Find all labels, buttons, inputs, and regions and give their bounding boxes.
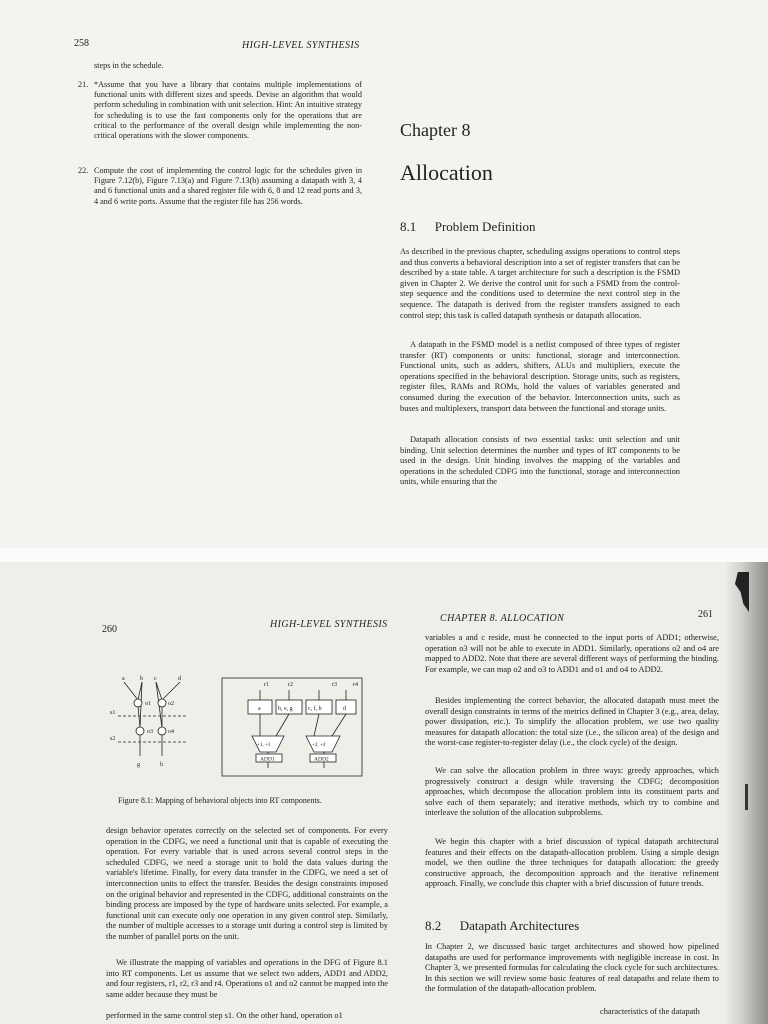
dfg-op-node [158, 699, 166, 707]
carryover-line: steps in the schedule. [94, 61, 164, 70]
section-8-1-heading [400, 219, 536, 235]
section-title: Datapath Architectures [459, 918, 580, 933]
running-head-260: HIGH-LEVEL SYNTHESIS [270, 619, 388, 630]
dfg-op-node [134, 699, 142, 707]
rt-adder-ops: +2, +4 [312, 743, 326, 748]
rt-bus-label: r1 [264, 682, 269, 688]
dfg-op-node [158, 727, 166, 735]
dfg-op-label: o1 [145, 701, 151, 707]
rt-register-label: c, f, h [308, 706, 322, 712]
margin-tick [745, 784, 748, 810]
rt-unit-label: ADD1 [260, 756, 275, 763]
dfg-output-label: h [160, 762, 163, 768]
page-gap [0, 548, 768, 562]
chapter8-para-3: Datapath allocation consists of two essential tasks: unit selection and unit binding. Unit selection determines the number and types of RT components to be used in the design. Unit binding involves the mapping of the variables and operations in the scheduled CDFG into the functional, storage and interconnection units, while ensuring that the [400, 435, 680, 487]
rt-register-label: b, e, g [278, 706, 293, 712]
dfg-input-label: a [122, 676, 125, 682]
running-head-left: HIGH-LEVEL SYNTHESIS [242, 40, 360, 51]
figure-8-1 [110, 672, 370, 784]
page260-para-2: We illustrate the mapping of variables and operations in the DFG of Figure 8.1 into RT components. Let us assume that we select two adders, ADD1 and ADD2, and four registers, r1, r2, r3 and r4. Operations o1 and o2 cannot be mapped into the same adder because they must be [106, 958, 388, 999]
page261-para-4: In Chapter 2, we discussed basic target architectures and showed how pipelined datapaths are used for performance improvements with negligible increase in cost. In Chapter 3, we presented formulas for calculating the clock cycle for such architectures. In this section we will review some basic features of real datapaths and relate them to the formulation of the datapath-allocation problem. [425, 942, 719, 994]
dfg-op-node [136, 727, 144, 735]
dfg-input-label: c [154, 676, 157, 682]
dfg-step-label: s1 [110, 710, 116, 716]
page261-para-0: variables a and c reside, must be connected to the input ports of ADD1; otherwise, operation o3 will not be able to execute in ADD1. Similarly, operations o2 and o4 are mapped to ADD2. Note that there are several different ways of performing the binding. For example, we can map o2 and o3 to ADD1 and o1 and o4 to ADD2. [425, 633, 719, 674]
dfg-op-label: o4 [168, 729, 174, 735]
page-number-260: 260 [102, 624, 117, 635]
rt-register [336, 700, 356, 714]
rt-bus-label: r3 [332, 682, 337, 688]
page-number-261: 261 [698, 609, 713, 620]
dfg-output-label: g [137, 762, 140, 768]
page261-para-3: We begin this chapter with a brief discussion of typical datapath architectural features and their effects on the datapath-allocation problem. Using a simple design model, we then outline the three techniques for datapath allocation: the greedy constructive approach, the decomposition approach and the iterative refinement approach. Finally, we conclude this chapter with a brief discussion of future trends. [425, 837, 719, 889]
section-title: Problem Definition [434, 219, 536, 234]
exercise-21-number: 21. [78, 80, 89, 89]
dfg-input-label: b [140, 676, 143, 682]
rt-bus-label: r4 [353, 682, 358, 688]
exercise-21-text: *Assume that you have a library that contains multiple implementations of functional units with different sizes and speeds. Devise an algorithm that would perform scheduling in combination with unit selection. Hint: An intuitive strategy for scheduling is to use the fast components only for the operations that are critical to the performance of the overall design while implementing the non-critical operations with the slower components. [94, 80, 362, 141]
rt-register-label: a [258, 706, 261, 712]
section-8-2-heading [425, 918, 579, 934]
dfg-input-label: d [178, 676, 181, 682]
dfg-op-label: o3 [147, 729, 153, 735]
exercise-22-text: Compute the cost of implementing the control logic for the schedules given in Figure 7.12(b), Figure 7.13(a) and Figure 7.13(b) assuming a datapath with 3, 4 and 6 functional units and a shared register file with 6, 8 and 12 read ports and 3, 4 and 6 write ports. Assume that the register file has 256 words. [94, 166, 362, 206]
rt-bus-label: r2 [288, 682, 293, 688]
page261-cut-line: characteristics of the datapath [600, 1007, 700, 1016]
bottom-page-spread [0, 562, 768, 1024]
rt-register-label: d [343, 706, 346, 712]
rt-adder-ops: +1, +3 [257, 743, 271, 748]
chapter-label: Chapter 8 [400, 120, 471, 140]
page260-cut-line: performed in the same control step s1. On the other hand, operation o1 [106, 1011, 343, 1020]
exercise-22-number: 22. [78, 166, 89, 175]
section-number: 8.1 [400, 219, 417, 234]
figure-8-1-caption: Figure 8.1: Mapping of behavioral objects into RT components. [118, 796, 322, 805]
chapter8-para-2: A datapath in the FSMD model is a netlist composed of three types of register transfer (RT) components or units: functional, storage and interconnection. Functional units, such as adders, shifters, ALUs and multipliers, execute the operations specified in the behavioral description. Storage units, such as registers, register files, RAMs and ROMs, hold the values of variables generated and consumed during the execution of the behavior. Interconnection units, such as buses and multiplexers, transport data between the functional and storage units. [400, 340, 680, 413]
page261-para-2: We can solve the allocation problem in three ways: greedy approaches, which progressively construct a design while traversing the CDFG; decomposition approaches, which decompose the allocation problem into its constituent parts and solve each of them separately; and iterative methods, which try to combine and interleave the solution of the allocation subproblems. [425, 766, 719, 818]
section-number: 8.2 [425, 918, 442, 933]
rt-unit-label: ADD2 [314, 756, 329, 763]
page261-para-1: Besides implementing the correct behavior, the allocated datapath must meet the overall design constraints in terms of the metrics defined in Chapter 3 (e.g., area, delay, power dissipation, etc.). To simplify the allocation problem, we use two quality measures for datapath allocation: the total size (i.e., the silicon area) of the design and the worst-case register-to-register delay (i.e., the clock cycle) of the design. [425, 696, 719, 748]
dfg-op-label: o2 [168, 701, 174, 707]
rt-frame [222, 678, 362, 776]
running-head-261: CHAPTER 8. ALLOCATION [440, 613, 565, 624]
page260-para-1: design behavior operates correctly on the selected set of components. For every operation in the CDFG, we need a functional unit that is capable of executing the operation. For every variable that is used across several control steps in the scheduled CDFG, we need a storage unit to hold the data values during the variable's lifetime. Finally, for every data transfer in the CDFG, we need a set of interconnection units to effect the transfer. Besides the design constraints imposed on the original behavior and represented in the CDFG, additional constraints on the binding process are imposed by the type of hardware units selected. For example, a functional unit can execute only one operation in any given control step. Similarly, the number of multiple accesses to a storage unit during a control step is limited by the number of parallel ports on the unit. [106, 826, 388, 941]
chapter-title: Allocation [400, 160, 493, 185]
page-number-258: 258 [74, 38, 89, 49]
chapter8-para-1: As described in the previous chapter, scheduling assigns operations to control steps and thus converts a behavioral description into a set of register transfers that can be described by a state table. A target architecture for such a description is the FSMD given in Chapter 2. We derive the control unit for such a FSMD from the control-step sequence and the conditions used to determine the next control step in the sequence. The datapath is derived from the register transfers assigned to each control step; this task is called datapath synthesis or datapath allocation. [400, 247, 680, 320]
dfg-step-label: s2 [110, 736, 116, 742]
